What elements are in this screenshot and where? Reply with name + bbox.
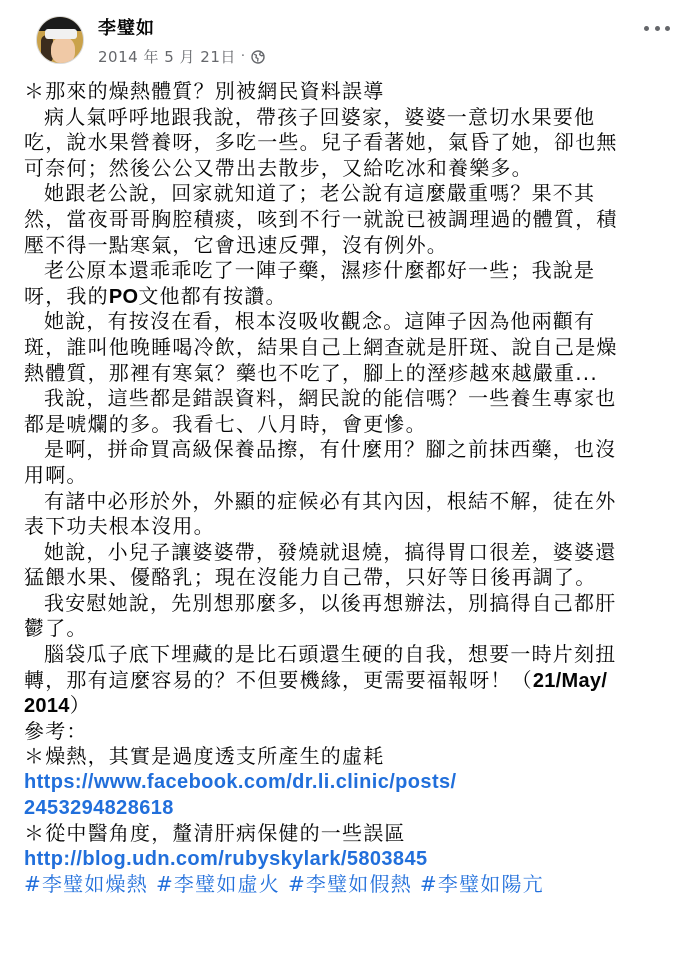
post-line: 老公原本還乖乖吃了一陣子藥，濕疹什麼都好一些；我說是 bbox=[44, 258, 596, 283]
hashtag-link[interactable]: #李璧如假熱 bbox=[287, 872, 412, 897]
hashtag-link[interactable]: #李璧如陽亢 bbox=[419, 872, 544, 897]
post-line: 可奈何；然後公公又帶出去散步，又給吃冰和養樂多。 bbox=[24, 155, 533, 180]
hashtag-link[interactable]: #李璧如燥熱 bbox=[24, 872, 148, 897]
post-body bbox=[24, 79, 672, 898]
meta-separator: · bbox=[240, 49, 246, 64]
post-line: 熱體質，那裡有寒氣？藥也不吃了，腳上的溼疹越來越嚴重... bbox=[24, 360, 598, 385]
post-year-text: 2014 bbox=[24, 695, 70, 718]
more-dot bbox=[644, 26, 649, 31]
post-line: 然，當夜哥哥胸腔積痰，咳到不行一就說已被調理過的體質，積 bbox=[24, 206, 618, 231]
reference-title: ＊燥熱，其實是過度透支所產生的虛耗 bbox=[24, 744, 385, 769]
post-line: 壓不得一點寒氣，它會迅速反彈，沒有例外。 bbox=[24, 232, 448, 257]
post-line: 我說，這些都是錯誤資料，網民說的能信嗎？一些養生專家也 bbox=[44, 386, 617, 411]
reference-label: 參考： bbox=[24, 718, 88, 743]
more-dot bbox=[665, 26, 670, 31]
post-text: 轉，那有這麼容易的？不但要機緣，更需要福報呀！（ bbox=[24, 667, 533, 692]
avatar-face bbox=[51, 37, 75, 63]
reference-link[interactable]: http://blog.udn.com/rubyskylark/5803845 bbox=[24, 847, 428, 870]
post-line: 有諸中必形於外，外顯的症候必有其內因，根結不解，徒在外 bbox=[44, 488, 617, 513]
post-line: 都是唬爛的多。我看七、八月時，會更慘。 bbox=[24, 411, 427, 436]
post-header bbox=[0, 0, 688, 78]
post-line: 她說，有按沒在看，根本沒吸收觀念。這陣子因為他兩顴有 bbox=[44, 309, 596, 334]
post-line: 表下功夫根本沒用。 bbox=[24, 514, 215, 539]
post-line bbox=[24, 668, 672, 694]
post-text: 呀，我的 bbox=[24, 283, 109, 308]
globe-icon[interactable] bbox=[251, 50, 265, 64]
avatar-band bbox=[45, 29, 77, 39]
post-line bbox=[24, 693, 672, 719]
hashtag-row bbox=[24, 872, 672, 898]
hashtag-link[interactable]: #李璧如虛火 bbox=[155, 872, 280, 897]
post-line: 猛餵水果、優酪乳；現在沒能力自己帶，只好等日後再調了。 bbox=[24, 565, 597, 590]
post-line: 斑，誰叫他晚睡喝冷飲，結果自己上網查就是肝斑、說自己是燥 bbox=[24, 334, 618, 359]
post-line: 我安慰她說，先別想那麼多，以後再想辦法，別搞得自己都肝 bbox=[44, 590, 617, 615]
post-line: 腦袋瓜子底下埋藏的是比石頭還生硬的自我，想要一時片刻扭 bbox=[44, 642, 617, 667]
post-line: 用啊。 bbox=[24, 462, 88, 487]
more-dot bbox=[655, 26, 660, 31]
post-line: 鬱了。 bbox=[24, 616, 88, 641]
post-text: 文他都有按讚。 bbox=[138, 283, 287, 308]
reference-title: ＊從中醫角度，釐清肝病保健的一些誤區 bbox=[24, 821, 406, 846]
post-text-latin: PO bbox=[108, 285, 139, 308]
post-date[interactable]: 2014 年 5 月 21日 bbox=[98, 48, 236, 66]
post-line: 她說，小兒子讓婆婆帶，發燒就退燒，搞得胃口很差，婆婆還 bbox=[44, 539, 617, 564]
more-options-icon[interactable] bbox=[644, 18, 670, 38]
post-line: 是啊，拼命買高級保養品擦，有什麼用？腳之前抹西藥，也沒 bbox=[44, 437, 617, 462]
author-name[interactable]: 李璧如 bbox=[98, 18, 155, 39]
post-line: 病人氣呼呼地跟我說，帶孩子回婆家，婆婆一意切水果要他 bbox=[44, 104, 596, 129]
post-text: ） bbox=[69, 693, 91, 718]
post-meta bbox=[98, 47, 265, 67]
reference-link[interactable]: https://www.facebook.com/dr.li.clinic/posts/ bbox=[24, 771, 457, 794]
post-date-text: 21/May/ bbox=[532, 669, 608, 692]
post-line: 她跟老公說，回家就知道了；老公說有這麼嚴重嗎？果不其 bbox=[44, 181, 596, 206]
post-title: ＊那來的燥熱體質？別被網民資料誤導 bbox=[24, 79, 385, 103]
avatar[interactable] bbox=[36, 16, 84, 64]
reference-link[interactable]: 2453294828618 bbox=[24, 796, 174, 819]
post-line: 吃，說水果營養呀，多吃一些。兒子看著她，氣昏了她，卻也無 bbox=[24, 130, 618, 155]
post-line bbox=[24, 284, 672, 310]
